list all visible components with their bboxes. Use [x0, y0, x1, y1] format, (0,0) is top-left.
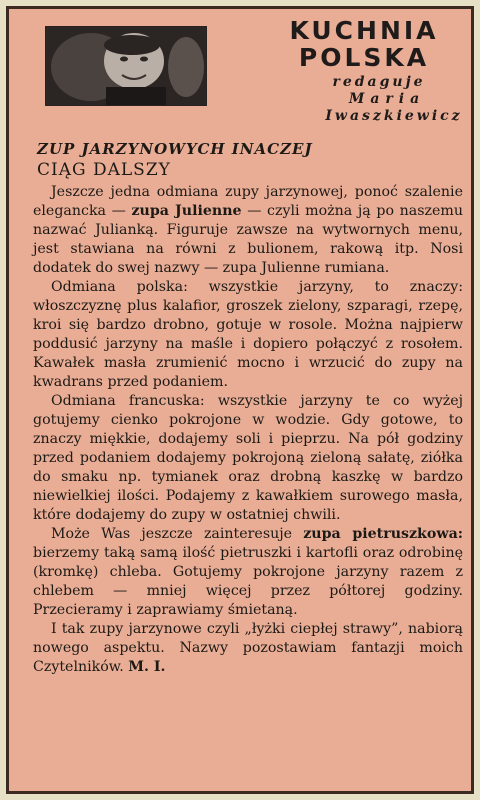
paragraph-5-text: I tak zupy jarzynowe czyli „łyżki ciepłej strawy”, nabiorą nowego aspektu. Nazwy pozostawiam fantazji moich Czytelników.	[33, 621, 463, 675]
paragraph-1-bold: zupa Julienne	[131, 203, 242, 219]
paragraph-1-text-b: — czyli można ją po naszemu nazwać Julianką. Figuruje zawsze na wytwornych menu, jest stawiana na równi z bulionem, rakową itp. Nosi dodatek do swej nazwy — zupa Julienne rumiana.	[33, 203, 463, 276]
masthead-title-line1: KUCHNIA	[289, 16, 439, 45]
editor-line3: Iwaszkiewicz	[325, 108, 463, 124]
author-photo	[45, 26, 207, 106]
paragraph-4-text-b: bierzemy taką samą ilość pietruszki i kartofli oraz odrobinę (kromkę) chleba. Gotujemy pokrojone jarzyny razem z chlebem — mniej więcej przez półtorej godziny. Przecieramy i zaprawiamy śmietaną.	[33, 545, 463, 618]
paragraph-4-bold: zupa pietruszkowa:	[303, 526, 463, 542]
article-title: ZUP JARZYNOWYCH INACZEJ	[37, 140, 313, 158]
paragraph-2: Odmiana polska: wszystkie jarzyny, to znaczy: włoszczyznę plus kalafior, groszek zielony, szparagi, rzepę, kroi się bardzo drobno, gotuje w rosole. Można najpierw poddusić jarzyny na maśle i dopiero połączyć z rosołem. Kawałek masła zrumienić mocno i wrzucić do zupy na kwadrans przed podaniem.	[33, 279, 463, 390]
editor-line2: Maria	[348, 91, 426, 107]
article-body	[33, 183, 463, 677]
masthead-title-line2: POLSKA	[298, 43, 430, 72]
masthead-editor	[259, 74, 469, 125]
paragraph-1-text-a: Jeszcze jedna odmiana zupy jarzynowej, ponoć szalenie elegancka —	[33, 184, 463, 219]
column-masthead	[259, 17, 469, 125]
editor-line1: redaguje	[332, 74, 426, 90]
column-panel	[6, 6, 474, 794]
paragraph-4	[33, 525, 463, 620]
article-subtitle: CIĄG DALSZY	[37, 160, 171, 180]
paragraph-5	[33, 620, 463, 677]
paragraph-3: Odmiana francuska: wszystkie jarzyny te co wyżej gotujemy cienko pokrojone w wodzie. Gdy gotowe, to znaczy miękkie, dodajemy soli i pieprzu. Na pół godziny przed podaniem dodajemy pokrojoną zieloną sałatę, ziółka do smaku np. tymianek oraz drobną kaszkę w bardzo niewielkiej ilości. Podajemy z kawałkiem surowego masła, które dodajemy do zupy w ostatniej chwili.	[33, 393, 463, 523]
column-header	[9, 9, 471, 133]
paragraph-1	[33, 183, 463, 278]
signature: M. I.	[128, 659, 166, 675]
paragraph-4-text-a: Może Was jeszcze zainteresuje	[51, 526, 304, 542]
